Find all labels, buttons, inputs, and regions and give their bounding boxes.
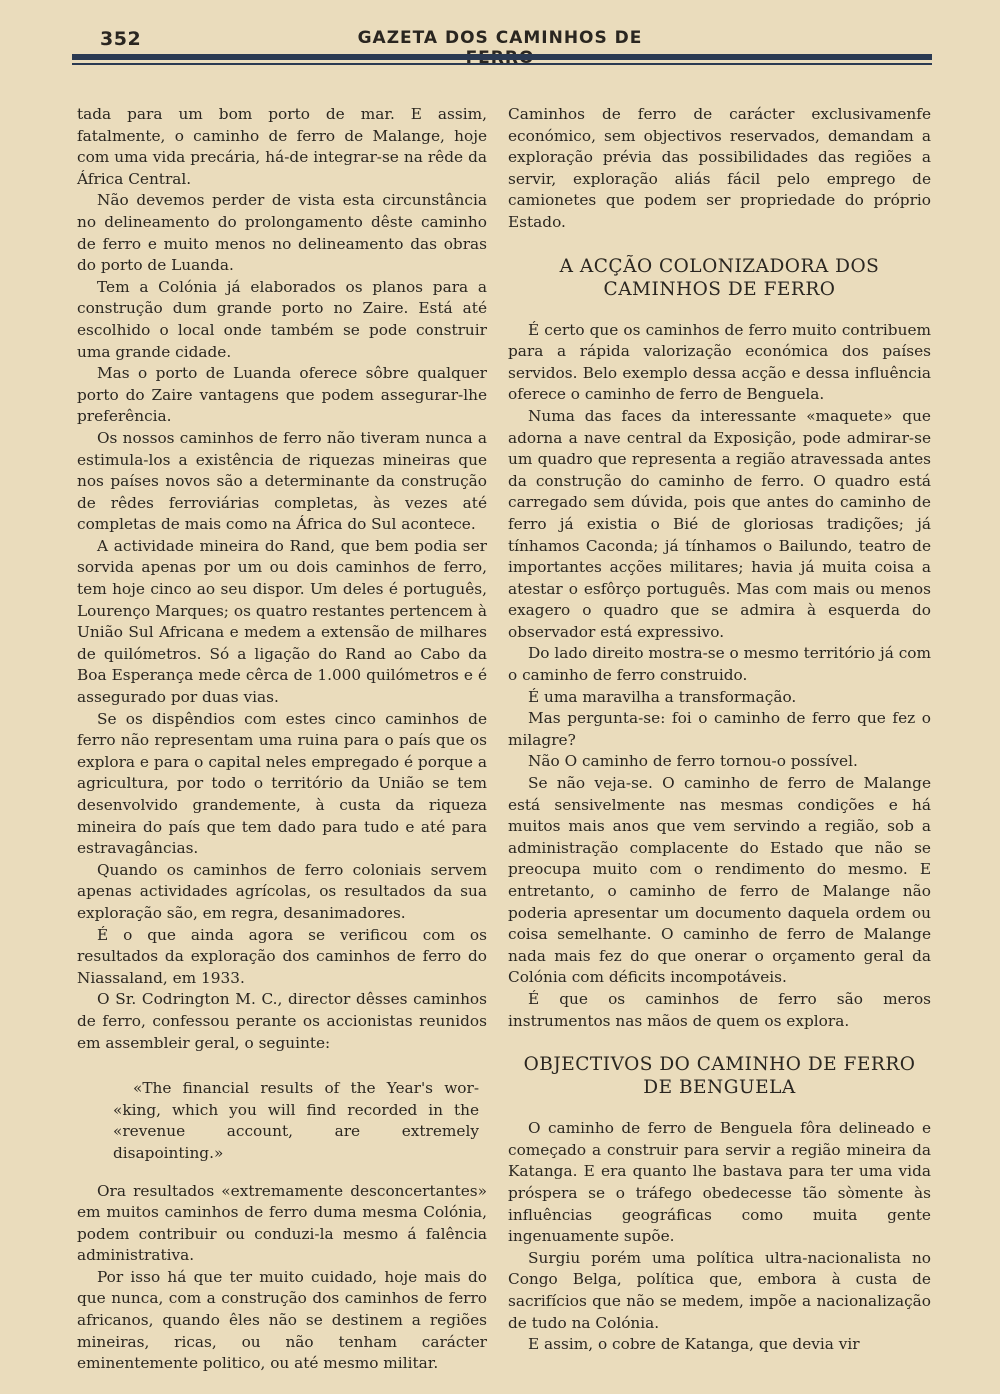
paragraph: tada para um bom porto de mar. E assim, fatalmente, o caminho de ferro de Malange, hoje com uma vida precária, há-de integrar-se na rêde da África Central.	[77, 105, 487, 188]
right-column	[508, 104, 931, 1356]
page-number: 352	[100, 28, 142, 50]
left-column	[77, 104, 487, 1375]
paragraph: Mas o porto de Luanda oferece sôbre qualquer porto do Zaire vantagens que podem assegurar-lhe preferência.	[77, 364, 487, 426]
paragraph: É uma maravilha a transformação.	[528, 687, 797, 706]
paragraph: Não devemos perder de vista esta circunstância no delineamento do prolongamento dêste caminho de ferro e muito menos no delineamento das obras do porto de Luanda.	[77, 191, 487, 275]
paragraph: Os nossos caminhos de ferro não tiveram nunca a estimula-los a existência de riquezas mineiras que nos países novos são a determinante da construção de rêdes ferroviárias completas, às vezes até completas de mais como na África do Sul acontece.	[77, 428, 487, 534]
paragraph: Se não veja-se. O caminho de ferro de Malange está sensivelmente nas mesmas condições e há muitos mais anos que vem servindo a região, sob a administração complacente do Estado que não se preocupa muito com o rendimento do mesmo. E entretanto, o caminho de ferro de Malange não poderia apresentar um documento daquela ordem ou coisa semelhante. O caminho de ferro de Malange nada mais fez do que onerar o orçamento geral da Colónia com déficits incompotáveis.	[508, 774, 931, 987]
paragraph: Do lado direito mostra-se o mesmo território já com o caminho de ferro construido.	[508, 644, 931, 685]
section-heading: A ACÇÃO COLONIZADORA DOS CAMINHOS DE FERRO	[559, 255, 880, 300]
block-quote: «The financial results of the Year's wor- «king, which you will find recorded in the «revenue account, are extremely disapointing.»	[113, 1079, 479, 1162]
paragraph: Se os dispêndios com estes cinco caminhos de ferro não representam uma ruina para o país que os explora e para o capital neles empregado é porque a agricultura, por todo o território da União se tem desenvolvido grandemente, à custa da riqueza mineira do país que tem dado para tudo e até para estravagâncias.	[77, 709, 487, 858]
paragraph: O Sr. Codrington M. C., director dêsses caminhos de ferro, confessou perante os accionistas reunidos em assembleir geral, o seguinte:	[77, 990, 487, 1052]
paragraph: O caminho de ferro de Benguela fôra delineado e começado a construir para servir a região mineira da Katanga. E era quanto lhe bastava para ter uma vida próspera se o tráfego obedecesse tão sòmente às influências geográficas como muita gente ingenuamente supõe.	[508, 1119, 931, 1246]
paragraph: E assim, o cobre de Katanga, que devia vir	[528, 1335, 860, 1354]
running-head: GAZETA DOS CAMINHOS DE	[357, 28, 643, 48]
paragraph: É o que ainda agora se verificou com os resultados da exploração dos caminhos de ferro do Niassaland, em 1933.	[77, 925, 487, 987]
paragraph: A actividade mineira do Rand, que bem podia ser sorvida apenas por um ou dois caminhos de ferro, tem hoje cinco ao seu dispor. Um deles é português, Lourenço Marques; os quatro restantes pertencem à União Sul Africana e medem a extensão de milhares de quilómetros. Só a ligação do Rand ao Cabo da Boa Esperança mede cêrca de 1.000 quilómetros e é assegurado por duas vias.	[77, 536, 487, 707]
paragraph: Caminhos de ferro de carácter exclusivamenfe económico, sem objectivos reservados, demandam a exploração prévia das possibilidades das regiões a servir, exploração aliás fácil pelo emprego de camionetes que podem ser propriedade do próprio Estado.	[508, 105, 931, 231]
paragraph: Não O caminho de ferro tornou-o possível.	[528, 752, 858, 771]
paragraph: É certo que os caminhos de ferro muito contribuem para a rápida valorização económica dos países servidos. Belo exemplo dessa acção e dessa influência oferece o caminho de ferro de Benguela.	[508, 320, 931, 404]
paragraph: Numa das faces da interessante «maquete» que adorna a nave central da Exposição, pode admirar-se um quadro que representa a região atravessada antes da construção do caminho de ferro. O quadro está carregado sem dúvida, pois que antes do caminho de ferro já existia o Bié de gloriosas tradições; já tínhamos Caconda; já tínhamos o Bailundo, teatro de importantes acções militares; havia já muita coisa a atestar o esfôrço português. Mas com mais ou menos exagero o quadro que se admira à esquerda do observador está expressivo.	[508, 406, 931, 641]
paragraph: Mas pergunta-se: foi o caminho de ferro que fez o milagre?	[508, 709, 931, 749]
paragraph: É que os caminhos de ferro são meros instrumentos nas mãos de quem os explora.	[508, 989, 931, 1030]
paragraph: Por isso há que ter muito cuidado, hoje mais do que nunca, com a construção dos caminhos de ferro africanos, quando êles não se destinem a regiões mineiras, ricas, ou não tenham carácter eminentemente politico, ou até mesmo militar.	[77, 1267, 487, 1373]
section-heading: OBJECTIVOS DO CAMINHO DE FERRO DE BENGUELA	[523, 1054, 916, 1099]
header-rule-thick	[72, 54, 932, 60]
paragraph: Surgiu porém uma política ultra-nacionalista no Congo Belga, política que, embora à custa de sacrifícios que não se medem, impõe a nacionalização de tudo na Colónia.	[508, 1248, 931, 1332]
header-rule-thin	[72, 63, 932, 65]
paragraph: Ora resultados «extremamente desconcertantes» em muitos caminhos de ferro duma mesma Colónia, podem contribuir ou conduzi-la mesmo á falência administrativa.	[77, 1181, 487, 1265]
paragraph: Tem a Colónia já elaborados os planos para a construção dum grande porto no Zaire. Está até escolhido o local onde também se pode construir uma grande cidade.	[77, 277, 487, 361]
paragraph: Quando os caminhos de ferro coloniais servem apenas actividades agrícolas, os resultados da sua exploração são, em regra, desanimadores.	[77, 860, 487, 922]
